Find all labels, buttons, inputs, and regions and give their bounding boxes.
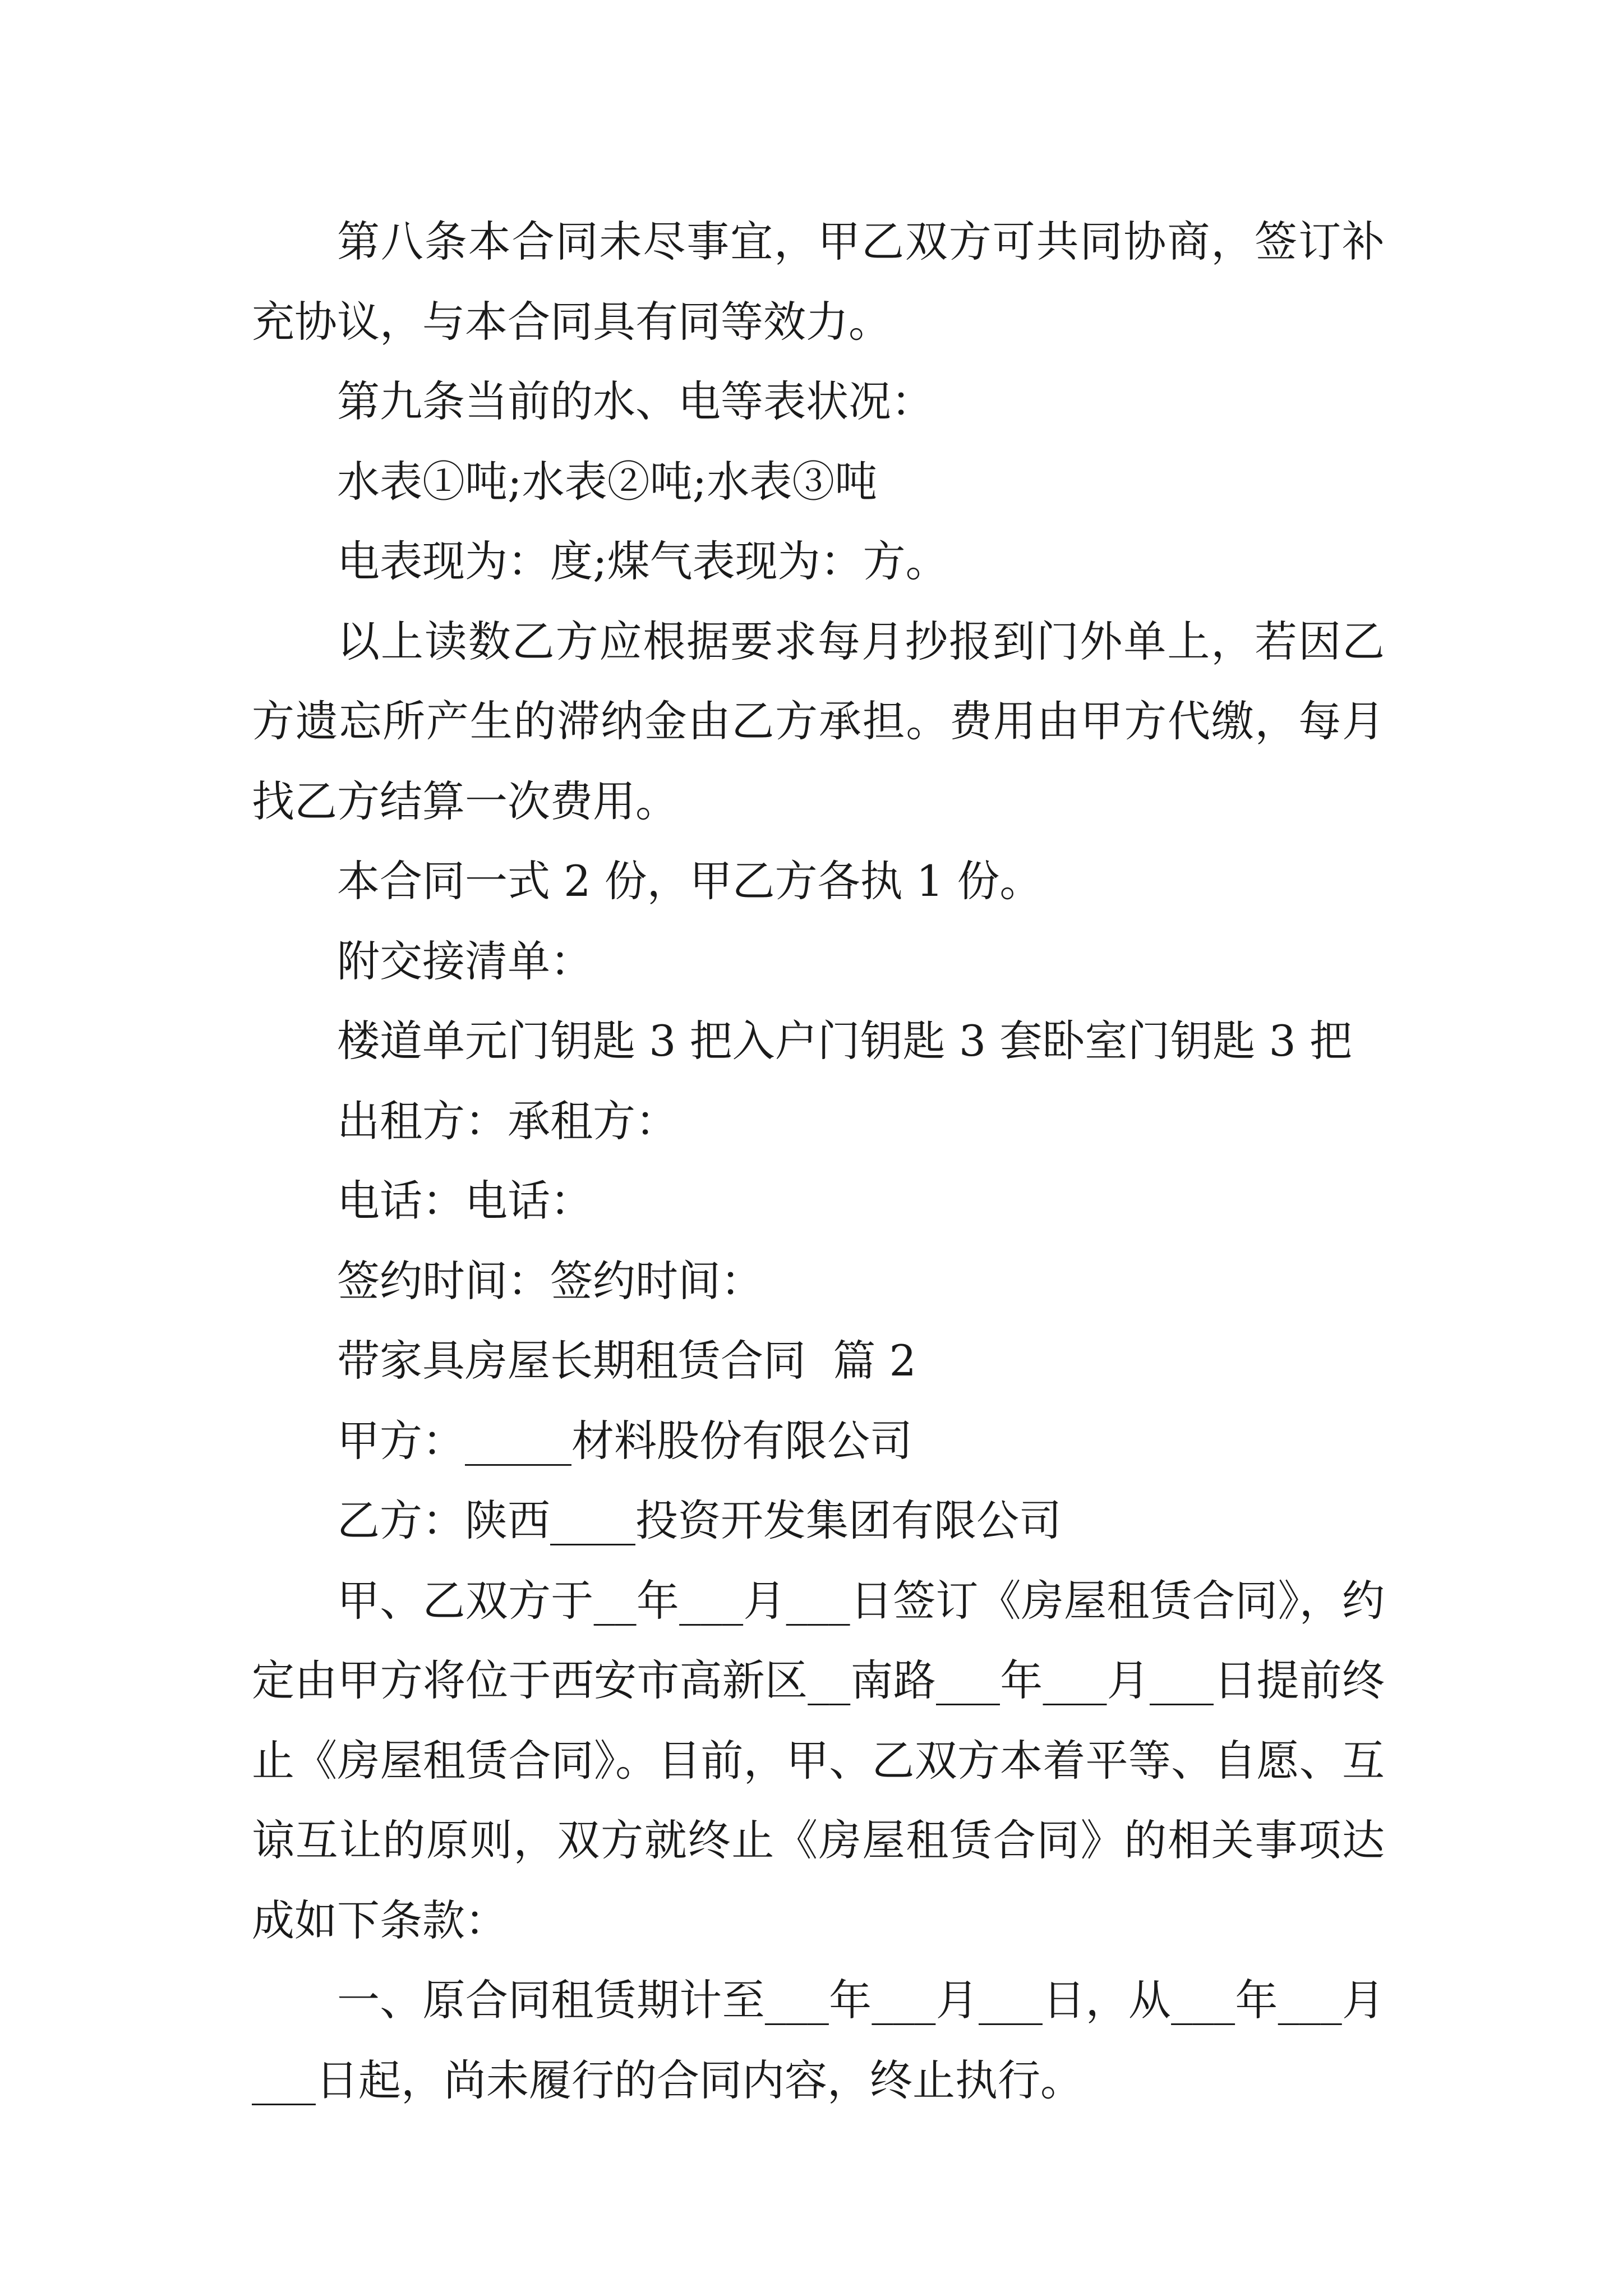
party-b-line: 乙方：陕西____投资开发集团有限公司 [337, 1496, 1062, 1545]
water-meter-line: 水表①吨;水表②吨;水表③吨 [337, 456, 878, 507]
termination-clause-1: 一、原合同租赁期计至___年___月___日，从___年___月___日起，尚未履行的合同内容，终止执行。 [252, 1975, 1385, 2105]
signing-date-line: 签约时间：签约时间： [337, 1255, 763, 1306]
electric-gas-meter-line: 电表现为：度;煤气表现为：方。 [337, 536, 948, 586]
clause-9-heading: 第九条当前的水、电等表状况： [337, 376, 934, 426]
party-a-line: 甲方：_____材料股份有限公司 [337, 1415, 912, 1466]
parties-signature-line: 出租方：承租方： [337, 1096, 678, 1146]
document-body [252, 202, 1385, 2120]
handover-list-heading: 附交接清单： [337, 936, 593, 986]
keys-list-line: 楼道单元门钥匙 3 把入户门钥匙 3 套卧室门钥匙 3 把 [337, 1016, 1353, 1066]
clause-8-paragraph: 第八条本合同未尽事宜，甲乙双方可共同协商，签订补充协议，与本合同具有同等效力。 [252, 217, 1385, 347]
section-title: 带家具房屋长期租赁合同 篇 2 [337, 1336, 916, 1386]
copies-paragraph: 本合同一式 2 份，甲乙方各执 1 份。 [337, 856, 1043, 906]
phone-line: 电话：电话： [337, 1176, 593, 1226]
meter-reading-paragraph: 以上读数乙方应根据要求每月抄报到门外单上，若因乙方遗忘所产生的滞纳金由乙方承担。费用由甲方代缴，每月找乙方结算一次费用。 [252, 616, 1385, 826]
termination-intro-paragraph: 甲、乙双方于__年___月___日签订《房屋租赁合同》，约定由甲方将位于西安市高新区__南路___年___月___日提前终止《房屋租赁合同》。目前，甲、乙双方本着平等、自愿、互谅互让的原则，双方就终止《房屋租赁合同》的相关事项达成如下条款： [252, 1575, 1385, 1945]
